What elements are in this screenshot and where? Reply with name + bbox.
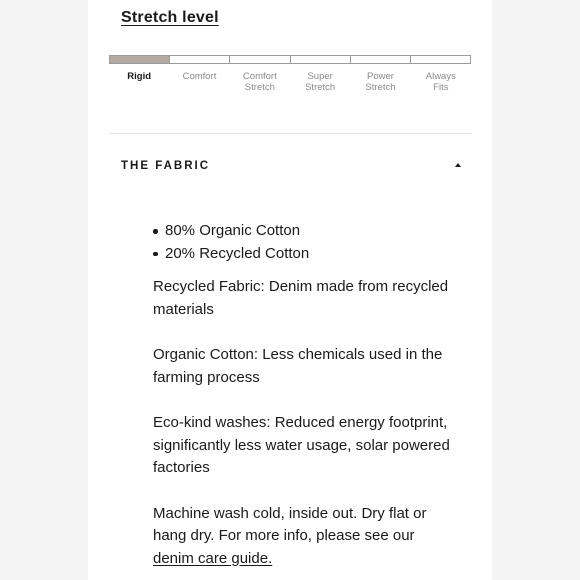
section-divider — [109, 133, 471, 134]
care-instructions-prefix: Machine wash cold, inside out. Dry flat or hang dry. For more info, please see our — [153, 504, 427, 544]
stretch-segment-rigid — [110, 56, 170, 63]
stretch-label-super-stretch: Super Stretch — [305, 71, 336, 93]
stretch-segment-power-stretch — [351, 56, 411, 63]
recycled-fabric-text: Recycled Fabric: Denim made from recycled materials — [153, 278, 449, 318]
caret-up-icon[interactable] — [455, 163, 461, 167]
stretch-label-always-fits: Always Fits — [425, 71, 456, 93]
fabric-accordion-header[interactable] — [121, 156, 461, 174]
stretch-segment-comfort — [170, 56, 230, 63]
eco-washes-text: Eco-kind washes: Reduced energy footprint, significantly less water usage, solar powered factories — [153, 414, 450, 476]
fabric-section-title: THE FABRIC — [121, 160, 210, 172]
fabric-composition-list — [153, 220, 453, 265]
list-item: 80% Organic Cotton — [153, 220, 453, 243]
stretch-label-power-stretch: Power Stretch — [365, 71, 396, 93]
stretch-label-rigid: Rigid — [127, 71, 152, 82]
denim-care-guide-link[interactable]: denim care guide. — [153, 549, 273, 567]
care-instructions-text — [153, 503, 453, 571]
stretch-label-comfort: Comfort — [182, 71, 217, 82]
stretch-level-title: Stretch level — [121, 9, 219, 26]
fabric-content — [153, 220, 453, 570]
organic-cotton-text: Organic Cotton: Less chemicals used in the farming process — [153, 346, 443, 386]
stretch-segment-super-stretch — [291, 56, 351, 63]
stretch-scale — [109, 55, 471, 64]
stretch-segment-comfort-stretch — [230, 56, 290, 63]
stretch-label-comfort-stretch: Comfort Stretch — [242, 71, 277, 93]
product-details-card — [88, 0, 492, 580]
list-item: 20% Recycled Cotton — [153, 243, 453, 266]
stretch-segment-always-fits — [411, 56, 470, 63]
stretch-scale-labels — [109, 71, 471, 93]
